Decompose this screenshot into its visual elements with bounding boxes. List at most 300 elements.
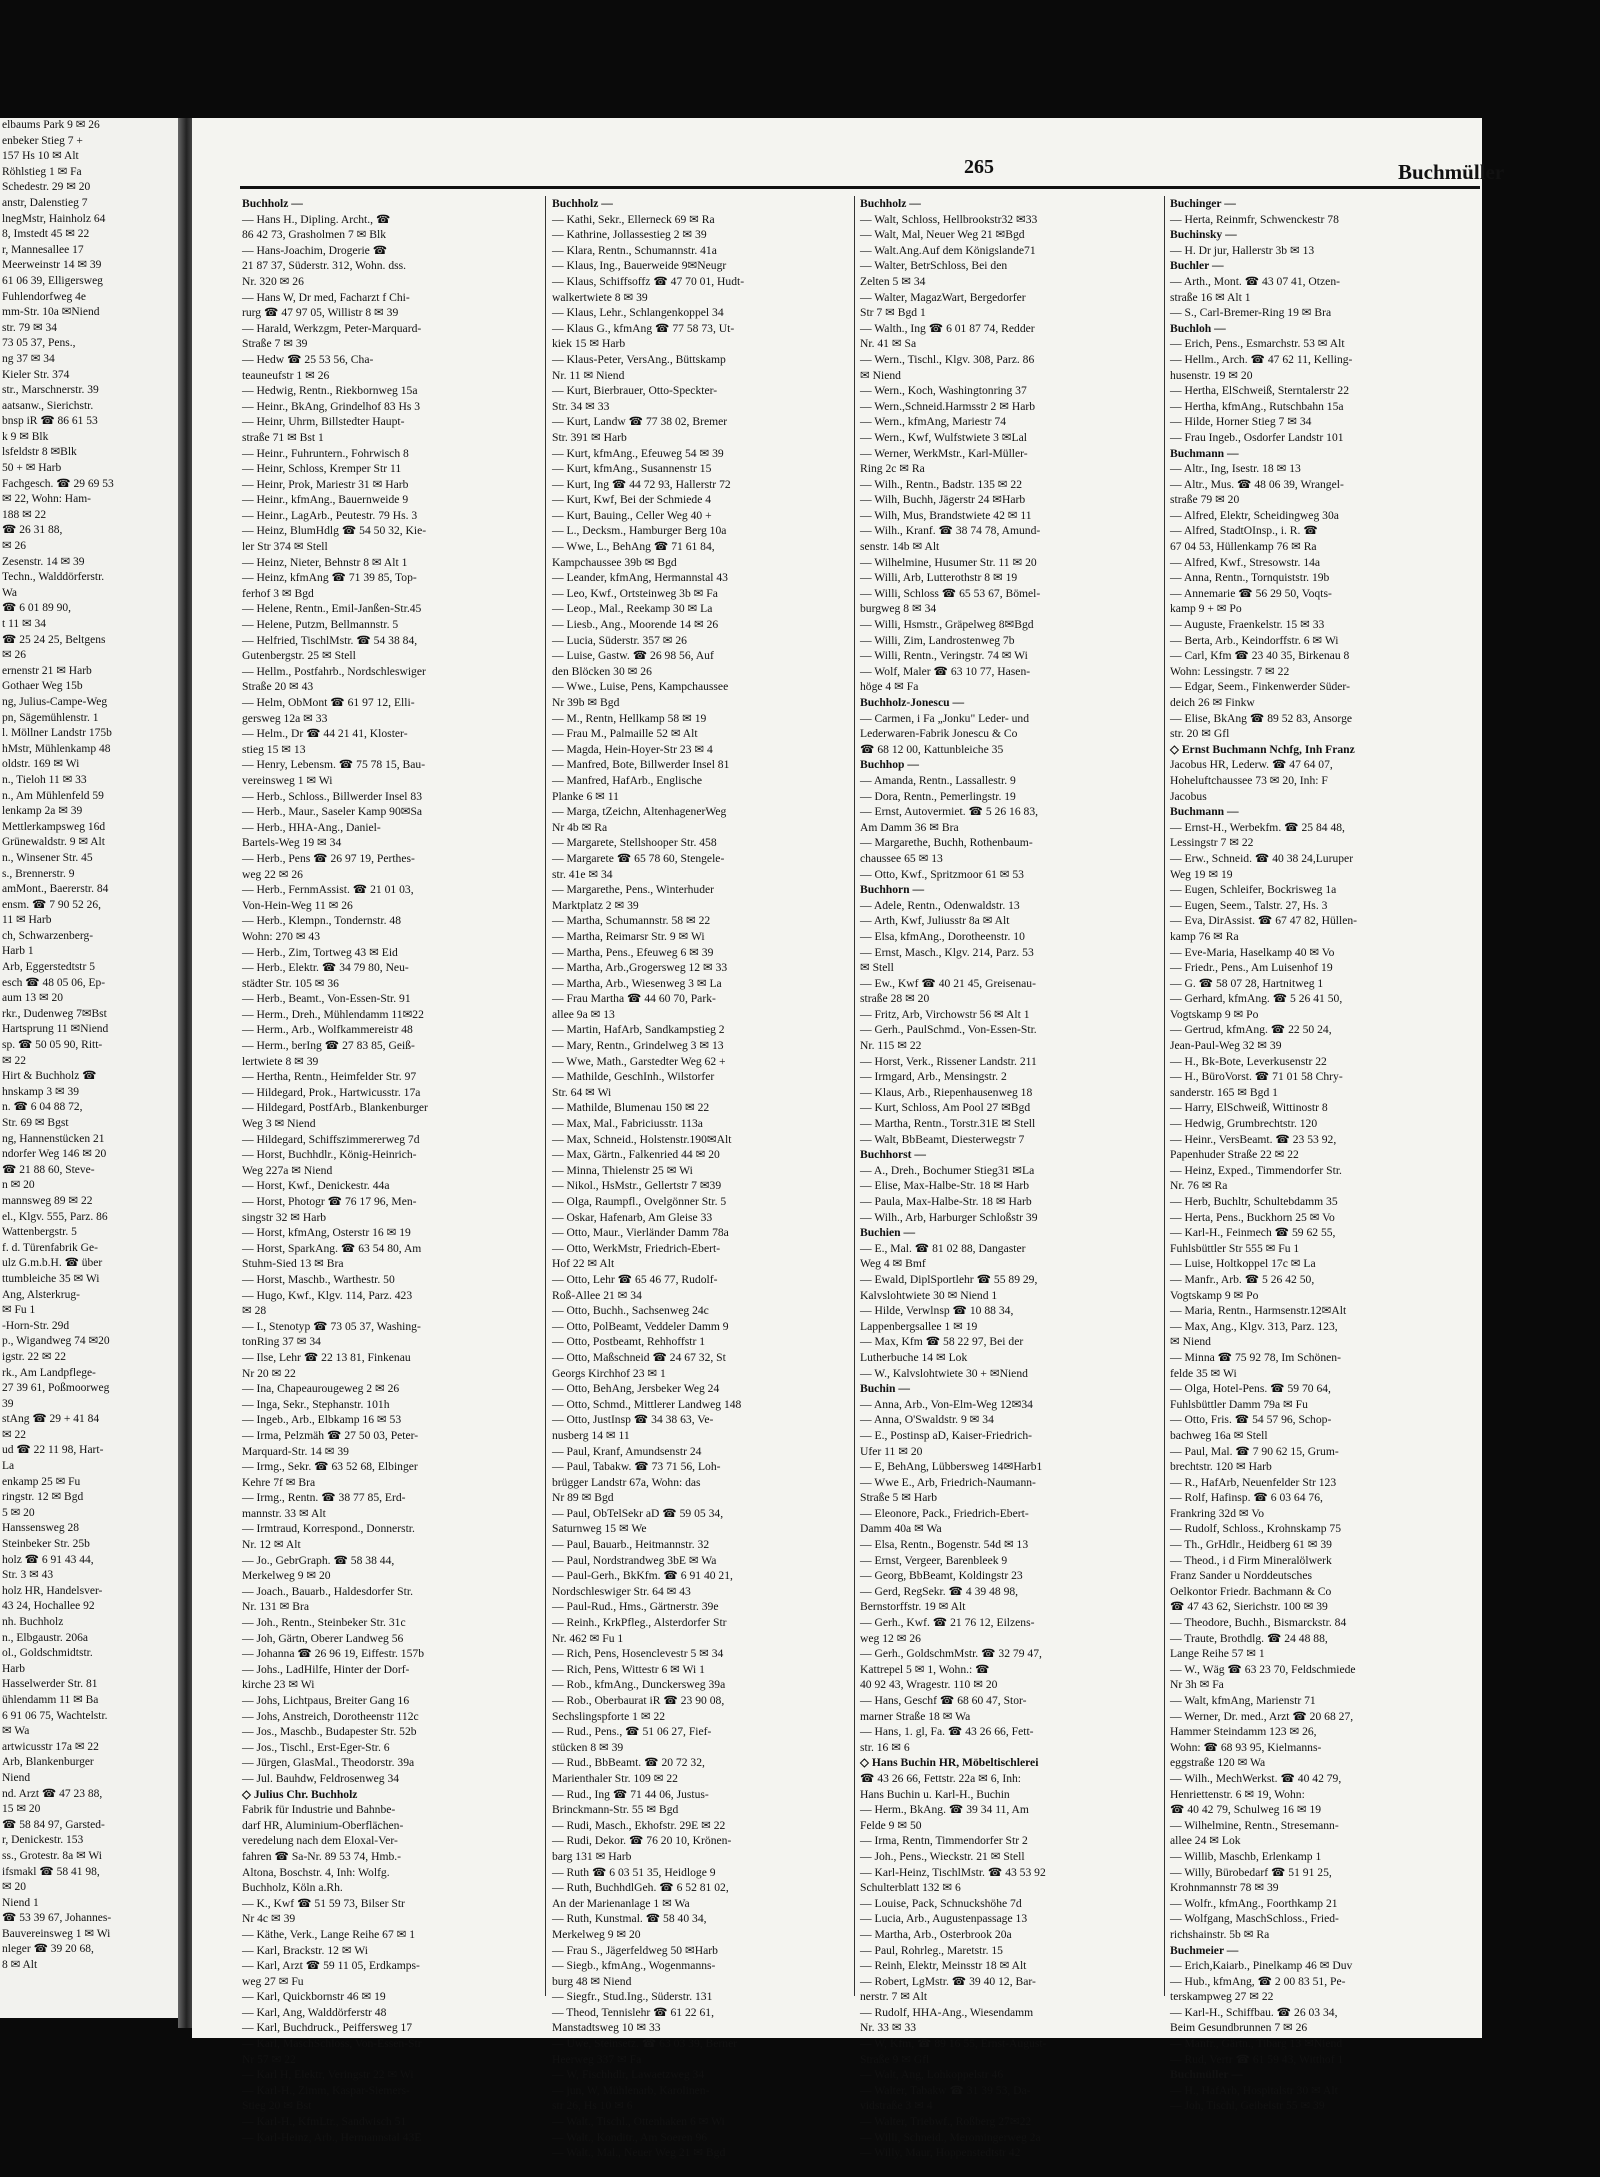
directory-entry-line: Nr 89 ✉ Bgd — [552, 1491, 614, 1505]
left-page-line: str., Marschnerstr. 39 — [2, 384, 99, 397]
directory-entry-line: bachweg 16a ✉ Stell — [1170, 1428, 1268, 1442]
directory-entry-line: — Wilhelmine, Husumer Str. 11 ✉ 20 — [860, 555, 1037, 569]
directory-entry-line: — Herb., Schloss., Billwerder Insel 83 — [242, 789, 422, 803]
directory-entry-line: Straße 9 ✉ Gfl — [860, 2052, 930, 2066]
directory-entry-line: — Herta, Reinmfr, Schwenckestr 78 — [1170, 212, 1339, 226]
directory-entry-line: — H., BüroVorst. ☎ 71 01 58 Chry- — [1170, 1070, 1343, 1084]
directory-entry-line: Nr 4c ✉ 39 — [242, 1912, 296, 1926]
directory-entry-line: — Kathrine, Jollassestieg 2 ✉ 39 — [552, 228, 707, 242]
directory-entry-line: — Minna, Thielenstr 25 ✉ Wi — [552, 1163, 693, 1177]
directory-entry-line: — W, Kfm, ☎ 89 16 55, Ernst-August- — [860, 2037, 1047, 2051]
directory-entry-line: — Willi, Zim, Landrostenweg 7b — [860, 633, 1015, 647]
left-page-line: rkr., Dudenweg 7✉Bst — [2, 1007, 107, 1020]
left-page-line: Schedestr. 29 ✉ 20 — [2, 181, 91, 194]
directory-entry-line: — Mary, Rentn., Grindelweg 3 ✉ 13 — [552, 1039, 724, 1053]
directory-entry-line: — Joh., Pens., Wieckstr. 21 ✉ Stell — [860, 1849, 1025, 1863]
directory-entry-line: — Kurt, Landw ☎ 77 38 02, Bremer — [552, 415, 728, 429]
directory-entry-line: — Heinr, Uhrm, Billstedter Haupt- — [242, 415, 405, 429]
left-page-line: aatsanw., Sierichstr. — [2, 399, 94, 412]
column-divider — [1164, 196, 1165, 1996]
header-rule — [240, 186, 1480, 189]
directory-entry-line: Buchmann — — [1170, 446, 1239, 460]
directory-entry-line: — Rud., BbBeamt. ☎ 20 72 32, — [552, 1756, 705, 1770]
directory-entry-line: — Jos., Maschb., Budapester Str. 52b — [242, 1725, 417, 1739]
running-head: Buchmüller — [1398, 160, 1505, 184]
left-page-line: 61 06 39, Elligersweg — [2, 274, 103, 287]
directory-entry-line: — Hellm., Arch. ☎ 47 62 11, Kelling- — [1170, 352, 1353, 366]
directory-entry-line: — Paul, Bauarb., Heitmannstr. 32 — [552, 1538, 710, 1552]
directory-entry-line: — Carmen, i Fa „Jonku" Leder- und — [860, 711, 1030, 725]
directory-entry-line: — Max, Kfm ☎ 58 22 97, Bei der — [860, 1335, 1024, 1349]
directory-entry-line: — Wilh, Mus, Brandstwiete 42 ✉ 11 — [860, 508, 1032, 522]
directory-entry-line: — Gerh., Kwf. ☎ 21 76 12, Eilzens- — [860, 1616, 1035, 1630]
directory-entry-line: — Hugo, Kwf., Klgv. 114, Parz. 423 — [242, 1288, 413, 1302]
directory-entry-line: nusberg 14 ✉ 11 — [552, 1428, 630, 1442]
column-4 — [1170, 196, 1460, 2113]
directory-entry-line: — Rolf, Hafinsp. ☎ 6 03 64 76, — [1170, 1491, 1323, 1505]
directory-entry-line: — Karl-Heinz, TischlMstr. ☎ 43 53 92 — [860, 1865, 1046, 1879]
directory-entry-line: — Walter, Triebwf., Roßberg 27✉22 — [860, 2115, 1032, 2129]
directory-entry-line: Jacobus — [1170, 789, 1207, 803]
directory-entry-line: — Herb., Maur., Saseler Kamp 90✉Sa — [242, 805, 423, 819]
directory-entry-line: brechtstr. 120 ✉ Harb — [1170, 1460, 1272, 1474]
directory-entry-line: — Wilh., Rentn., Badstr. 135 ✉ 22 — [860, 477, 1023, 491]
directory-entry-line: Straße 5 ✉ Harb — [860, 1491, 938, 1505]
directory-entry-line: — Ruth ☎ 6 03 51 35, Heidloge 9 — [552, 1865, 716, 1879]
left-page-line: 73 05 37, Pens., — [2, 337, 76, 350]
directory-entry-line: Am Damm 36 ✉ Bra — [860, 820, 959, 834]
directory-entry-line: Wohn: 270 ✉ 43 — [242, 929, 321, 943]
directory-entry-line: — Carl, Kfm ☎ 23 40 35, Birkenau 8 — [1170, 649, 1350, 663]
left-page-line: ☎ 53 39 67, Johannes- — [2, 1912, 112, 1925]
left-page-line: l. Möllner Landstr 175b — [2, 727, 112, 740]
directory-entry-line: höge 4 ✉ Fa — [860, 680, 919, 694]
directory-entry-line: — Kurt, Bauing., Celler Weg 40 + — [552, 508, 712, 522]
directory-entry-line: — Heinz, Nieter, Behnstr 8 ✉ Alt 1 — [242, 555, 408, 569]
directory-entry-line: — Ernst, Masch., Klgv. 214, Parz. 53 — [860, 945, 1034, 959]
left-page-line: lnegMstr, Hainholz 64 — [2, 212, 106, 225]
left-page-line: ✉ Fu 1 — [2, 1304, 36, 1317]
directory-entry-line: Kalvslohtwiete 30 ✉ Niend 1 — [860, 1288, 998, 1302]
directory-entry-line: Damm 40a ✉ Wa — [860, 1522, 942, 1536]
directory-entry-line: teauneufstr 1 ✉ 26 — [242, 368, 330, 382]
directory-entry-line: Krohnmannstr 78 ✉ 39 — [1170, 1881, 1279, 1895]
directory-entry-line: — Erich, Pens., Esmarchstr. 53 ✉ Alt — [1170, 337, 1345, 351]
directory-entry-line: — Inga, Sekr., Stephanstr. 101h — [242, 1397, 390, 1411]
directory-entry-line: Str. 391 ✉ Harb — [552, 430, 627, 444]
directory-entry-line: — Walt, Ang, Lohkoppelstr 46 — [860, 2068, 1004, 2082]
directory-entry-line: — Liesb., Ang., Moorende 14 ✉ 26 — [552, 618, 719, 632]
directory-entry-line: Buchholz — — [242, 197, 303, 210]
directory-entry-line: — Theodore, Buchh., Bismarckstr. 84 — [1170, 1616, 1347, 1630]
directory-entry-line: Felde 9 ✉ 50 — [860, 1818, 922, 1832]
directory-entry-line: — Elise, Max-Halbe-Str. 18 ✉ Harb — [860, 1179, 1030, 1193]
left-page-line: Gothaer Weg 15b — [2, 680, 83, 693]
directory-entry-line: — E, BehAng, Lübbersweg 14✉Harb1 — [860, 1460, 1043, 1474]
left-page-line: sp. ☎ 50 05 90, Ritt- — [2, 1039, 103, 1052]
directory-entry-line: Nr. 115 ✉ 22 — [860, 1039, 922, 1053]
left-page-line: ✉ 26 — [2, 649, 27, 662]
directory-entry-line: — Paul, Kranf, Amundsenstr 24 — [552, 1444, 702, 1458]
directory-entry-line: Lappenbergsallee 1 ✉ 19 — [860, 1319, 978, 1333]
directory-entry-line: — Paul-Gerh., BkKfm. ☎ 6 91 40 21, — [552, 1569, 733, 1583]
directory-entry-line: chaussee 65 ✉ 13 — [860, 851, 943, 865]
directory-entry-line: Jean-Paul-Weg 32 ✉ 39 — [1170, 1039, 1282, 1053]
directory-entry-line: Heerweg 337 ✉ Fa — [552, 2052, 642, 2066]
directory-entry-line: — Ewald, DiplSportlehr ☎ 55 89 29, — [860, 1272, 1038, 1286]
directory-entry-line: Nr 57 ✉ 22 — [242, 2052, 296, 2066]
left-page-line: holz HR, Handelsver- — [2, 1584, 103, 1597]
directory-entry-line: — Horst, kfmAng, Osterstr 16 ✉ 19 — [242, 1226, 411, 1240]
directory-entry-line: 40 92 43, Wragestr. 110 ✉ 20 — [860, 1678, 998, 1692]
directory-entry-line: den Blöcken 30 ✉ 26 — [552, 664, 652, 678]
directory-entry-line: — Klaus, Schiffsoffz ☎ 47 70 01, Hudt- — [552, 274, 745, 288]
directory-entry-line: Marktplatz 2 ✉ 39 — [552, 898, 639, 912]
directory-entry-line: — Magda, Hein-Hoyer-Str 23 ✉ 4 — [552, 742, 713, 756]
directory-entry-line: — Olga, Raumpfl., Ovelgönner Str. 5 — [552, 1195, 727, 1208]
directory-entry-line: — Herb., Beamt., Von-Essen-Str. 91 — [242, 992, 411, 1006]
directory-entry-line: barg 131 ✉ Harb — [552, 1849, 632, 1863]
directory-entry-line: — Elsa, Rentn., Bogenstr. 54d ✉ 13 — [860, 1538, 1029, 1552]
left-page-line: anstr, Dalenstieg 7 — [2, 196, 88, 209]
directory-entry-line: — Paula, Max-Halbe-Str. 18 ✉ Harb — [860, 1195, 1032, 1208]
directory-entry-line: — Dora, Rentn., Pemerlingstr. 19 — [860, 789, 1016, 803]
directory-entry-line: — Gertrud, kfmAng. ☎ 22 50 24, — [1170, 1023, 1332, 1037]
left-page-line: igstr. 22 ✉ 22 — [2, 1350, 66, 1363]
directory-entry-line: — Herb., Zim, Tortweg 43 ✉ Eid — [242, 945, 398, 959]
directory-entry-line: — Leop., Mal., Reekamp 30 ✉ La — [552, 602, 713, 616]
left-page-line: ☎ 21 88 60, Steve- — [2, 1163, 95, 1176]
directory-entry-line: Manstadtsweg 10 ✉ 33 — [552, 2021, 661, 2035]
directory-entry-line: 21 87 37, Süderstr. 312, Wohn. dss. — [242, 259, 407, 273]
directory-entry-line: kiek 15 ✉ Harb — [552, 337, 626, 351]
directory-entry-line: — Oskar, Hafenarb, Am Gleise 33 — [552, 1210, 713, 1224]
directory-entry-line: — Heinr., BkAng, Grindelhof 83 Hs 3 — [242, 399, 421, 413]
left-page-line: Steinbeker Str. 25b — [2, 1538, 90, 1551]
directory-entry-line: — Rob., kfmAng., Dunckersweg 39a — [552, 1678, 726, 1692]
directory-entry-line: — Karl, Ang, Walddörferstr 48 — [242, 2005, 387, 2019]
left-page-line: lsfeldstr 8 ✉Blk — [2, 446, 77, 459]
left-page-line: ng 37 ✉ 34 — [2, 352, 55, 365]
directory-entry-line: — Margarethe, Pens., Winterhuder — [552, 883, 715, 897]
directory-entry-line: ◇ Julius Chr. Buchholz — [242, 1787, 358, 1801]
directory-entry-line: — Arth., Mont. ☎ 43 07 41, Otzen- — [1170, 274, 1340, 288]
left-page-line: ✉ 22, Wohn: Ham- — [2, 493, 91, 506]
directory-entry-line: — Wern., Tischl., Klgv. 308, Parz. 86 — [860, 352, 1035, 366]
directory-entry-line: brügger Landstr 67a, Wohn: das — [552, 1475, 701, 1489]
directory-entry-line: Marquard-Str. 14 ✉ 39 — [242, 1444, 349, 1458]
directory-entry-line: — Reinh, Elektr, Meinsstr 18 ✉ Alt — [860, 1959, 1027, 1973]
directory-entry-line: — Olga, Hotel-Pens. ☎ 59 70 64, — [1170, 1382, 1331, 1396]
directory-entry-line: — Rich, Pens, Wittestr 6 ✉ Wi 1 — [552, 1662, 705, 1676]
directory-entry-line: — Otto, WerkMstr, Friedrich-Ebert- — [552, 1241, 721, 1255]
directory-entry-line: Zelten 5 ✉ 34 — [860, 274, 926, 288]
directory-entry-line: burgweg 8 ✉ 34 — [860, 602, 937, 616]
directory-entry-line: — Irmgard, Arb., Mensingstr. 2 — [860, 1070, 1007, 1084]
left-page-line: 8, Imstedt 45 ✉ 22 — [2, 228, 90, 241]
left-page-line: ringstr. 12 ✉ Bgd — [2, 1491, 84, 1504]
directory-entry-line: Buchholz-Jonescu — — [860, 696, 965, 709]
directory-entry-line: — Karl-H., Schiffbau. ☎ 26 03 34, — [1170, 2005, 1338, 2019]
directory-entry-line: Wohn: ☎ 68 93 95, Kielmanns- — [1170, 1740, 1322, 1754]
directory-entry-line: — Walth., Ing ☎ 6 01 87 74, Redder — [860, 321, 1035, 335]
directory-entry-line: — Horst, Photogr ☎ 76 17 96, Men- — [242, 1195, 417, 1208]
directory-entry-line: — Frau S., Jägerfeldweg 50 ✉Harb — [552, 1943, 718, 1957]
directory-entry-line: — Max, Gärtn., Falkenried 44 ✉ 20 — [552, 1148, 720, 1162]
directory-entry-line: — Harry, ElSchweiß, Wittinostr 8 — [1170, 1101, 1328, 1115]
directory-entry-line: — Jürgen, GlasMal., Theodorstr. 39a — [242, 1756, 415, 1770]
directory-entry-line: — Irmg., Sekr. ☎ 63 52 68, Elbinger — [242, 1460, 418, 1474]
directory-entry-line: — Wwe., Luise, Pens, Kampchaussee — [552, 680, 729, 694]
left-page-line: Niend 1 — [2, 1896, 39, 1909]
directory-entry-line: — Herm., berIng ☎ 27 83 85, Geiß- — [242, 1039, 415, 1053]
directory-entry-line: — Karl, Buchdruck., Peiffersweg 17 — [242, 2021, 413, 2035]
directory-entry-line: — Walter, BetrSchloss, Bei den — [860, 259, 1008, 273]
directory-entry-line: — Ruth, BuchhdlGeh. ☎ 6 52 81 02, — [552, 1881, 729, 1895]
directory-entry-line: ✉ Niend — [860, 368, 901, 382]
left-page-line: s., Brennerstr. 9 — [2, 867, 75, 880]
directory-entry-line: — Rudi, Masch., Ekhofstr. 29E ✉ 22 — [552, 1818, 726, 1832]
directory-entry-line: — Robert, LgMstr. ☎ 39 40 12, Bar- — [860, 1974, 1036, 1988]
directory-entry-line: — Werner, Dr. med., Arzt ☎ 20 68 27, — [1170, 1709, 1354, 1723]
directory-entry-line: — Klaus-Peter, VersAng., Büttskamp — [552, 352, 726, 366]
directory-entry-line: — Uwe, Steinsetz. ☎ 63 03 39, Berner — [552, 2037, 738, 2051]
directory-entry-line: Merkelweg 9 ✉ 20 — [242, 1569, 331, 1583]
directory-entry-line: Lutherbuche 14 ✉ Lok — [860, 1350, 968, 1364]
directory-entry-line: — Horst, Verk., Rissener Landstr. 211 — [860, 1054, 1037, 1068]
directory-entry-line: — Martha, Arb., Wiesenweg 3 ✉ La — [552, 976, 722, 990]
directory-entry-line: str. 16 ✉ 6 — [860, 1740, 910, 1754]
directory-entry-line: burg 48 ✉ Niend — [552, 1974, 632, 1988]
directory-entry-line: — Hans, Geschf ☎ 68 60 47, Stor- — [860, 1694, 1027, 1707]
directory-entry-line: — Henry, Lebensm. ☎ 75 78 15, Bau- — [242, 758, 426, 772]
left-page-line: bnsp iR ☎ 86 61 53 — [2, 415, 98, 428]
left-page-line: ud ☎ 22 11 98, Hart- — [2, 1444, 104, 1457]
directory-entry-line: Vogtskamp 9 ✉ Po — [1170, 1288, 1259, 1302]
directory-entry-line: stieg 15 ✉ 13 — [242, 742, 306, 756]
directory-entry-line: — Rud., Ing ☎ 71 44 06, Justus- — [552, 1787, 709, 1801]
directory-entry-line: Saturnweg 15 ✉ We — [552, 1522, 647, 1536]
directory-entry-line: — Margarete, Stellshooper Str. 458 — [552, 836, 717, 850]
directory-entry-line: — Hellm., Postfahrb., Nordschleswiger — [242, 664, 426, 678]
directory-entry-line: ✉ Stell — [860, 961, 894, 975]
directory-entry-line: — Heinr., VersBeamt. ☎ 23 53 92, — [1170, 1132, 1337, 1146]
left-page-line: Meerweinstr 14 ✉ 39 — [2, 259, 102, 272]
directory-entry-line: Buchmann — — [1170, 805, 1239, 819]
directory-entry-line: singstr 32 ✉ Harb — [242, 1210, 327, 1224]
directory-entry-line: Sechslingspforte 1 ✉ 22 — [552, 1709, 666, 1723]
directory-entry-line: — Heinr, Prok, Mariestr 31 ✉ Harb — [242, 477, 409, 491]
directory-entry-line: 67 04 53, Hüllenkamp 76 ✉ Ra — [1170, 540, 1317, 554]
directory-entry-line: — Walter, MagazWart, Bergedorfer — [860, 290, 1026, 304]
left-page-line: Hasselwerder Str. 81 — [2, 1678, 98, 1691]
directory-entry-line: Nr. 462 ✉ Fu 1 — [552, 1631, 624, 1645]
directory-entry-line: — Paul, Tabakw. ☎ 73 71 56, Loh- — [552, 1460, 721, 1474]
directory-entry-line: — Walt., Konditr., Am Soeren 96 — [552, 2130, 708, 2144]
directory-entry-line: — Hans-Joachim, Drogerie ☎ — [242, 243, 388, 257]
directory-entry-line: — Kurt, kfmAng., Efeuweg 54 ✉ 39 — [552, 446, 724, 460]
left-page-line: ng, Julius-Campe-Weg — [2, 695, 108, 708]
directory-entry-line: marner Straße 18 ✉ Wa — [860, 1709, 971, 1723]
directory-entry-line: straße 16 ✉ Alt 1 — [1170, 290, 1251, 304]
directory-entry-line: Gutenbergstr. 25 ✉ Stell — [242, 649, 356, 663]
directory-entry-line: Weg 19 ✉ 19 — [1170, 867, 1233, 881]
directory-entry-line: — Wilh., Arb, Harburger Schloßstr 39 — [860, 1210, 1038, 1224]
directory-entry-line: — Walt, kfmAng, Marienstr 71 — [1170, 1694, 1316, 1707]
directory-entry-line: lertwiete 8 ✉ 39 — [242, 1054, 319, 1068]
left-page-line: hMstr, Mühlenkamp 48 — [2, 742, 111, 755]
directory-entry-line: — Luise, Gastw. ☎ 26 98 56, Auf — [552, 649, 714, 663]
directory-entry-line: — Anna, Rentn., Tornquiststr. 19b — [1170, 571, 1330, 585]
directory-entry-line: — Käthe, Verk., Lange Reihe 67 ✉ 1 — [242, 1927, 416, 1941]
left-page-line: Zesenstr. 14 ✉ 39 — [2, 555, 85, 568]
left-page-line: lenkamp 2a ✉ 39 — [2, 805, 83, 818]
left-page-line: ch, Schwarzenberg- — [2, 929, 94, 942]
directory-entry-line: — Lucia, Arb., Augustenpassage 13 — [860, 1912, 1028, 1926]
directory-entry-line: — Helfried, TischlMstr. ☎ 54 38 84, — [242, 633, 418, 647]
directory-entry-line: Beim Gesundbrunnen 7 ✉ 26 — [1170, 2021, 1308, 2035]
directory-entry-line: — Willi, Rentn., Veringstr. 74 ✉ Wi — [860, 649, 1028, 663]
directory-entry-line: — Karl-H., Zimm, Kaspar-Siemers- — [242, 2083, 410, 2097]
directory-entry-line: Buchholz — — [860, 197, 921, 210]
left-page-line: Harb — [2, 1662, 25, 1675]
directory-entry-line: — Adele, Rentn., Odenwaldstr. 13 — [860, 898, 1020, 912]
left-page-line: Ang, Alsterkrug- — [2, 1288, 80, 1301]
directory-entry-line: ◇ Hans Buchin HR, Möbeltischlerei — [860, 1756, 1039, 1770]
left-page-line: Str. 3 ✉ 43 — [2, 1569, 54, 1582]
left-page-line: 6 91 06 75, Wachtelstr. — [2, 1709, 108, 1722]
directory-entry-line: — Berta, Arb., Keindorffstr. 6 ✉ Wi — [1170, 633, 1339, 647]
directory-entry-line: — Klaus, Arb., Riepenhausenweg 18 — [860, 1085, 1033, 1099]
directory-entry-line: ☎ 40 42 79, Schulweg 16 ✉ 19 — [1170, 1803, 1322, 1817]
directory-entry-line: — Paul, Nordstrandweg 3bE ✉ Wa — [552, 1553, 717, 1567]
directory-entry-line: — Willi, Hsmstr., Gräpelweg 8✉Bgd — [860, 618, 1034, 632]
directory-entry-line: — Herm., Arb., Wolfkammereistr 48 — [242, 1023, 413, 1037]
directory-entry-line: — Wilhelmine, Rentn., Stresemann- — [1170, 1818, 1339, 1832]
directory-entry-line: — Klara, Rentn., Schumannstr. 41a — [552, 243, 717, 257]
directory-entry-line: Nr. 11 ✉ Niend — [552, 368, 625, 382]
directory-entry-line: mannstr. 33 ✉ Alt — [242, 1506, 326, 1520]
directory-entry-line: — jun, W, Mühlenarb, Karolinen- — [552, 2083, 710, 2097]
directory-entry-line: — Walt, BbBeamt, Diesterwegstr 7 — [860, 1132, 1025, 1146]
directory-entry-line: — Hilde, Verwlnsp ☎ 10 88 34, — [860, 1304, 1014, 1318]
directory-entry-line: — Wilh, Buchh, Jägerstr 24 ✉Harb — [860, 493, 1026, 507]
directory-entry-line: — Heinr., kfmAng., Bauernweide 9 — [242, 493, 409, 507]
left-page-fragment — [0, 118, 180, 2018]
directory-entry-line: Bartels-Weg 19 ✉ 34 — [242, 836, 342, 850]
directory-entry-line: Buchhop — — [860, 758, 919, 772]
left-page-line: r, Mannesallee 17 — [2, 243, 84, 256]
directory-entry-line: — Klaus G., kfmAng ☎ 77 58 73, Ut- — [552, 321, 735, 335]
directory-entry-line: — Otto, Buchh., Sachsenweg 24c — [552, 1304, 709, 1318]
directory-entry-line: sanderstr. 165 ✉ Bgd 1 — [1170, 1085, 1278, 1099]
directory-entry-line: — Hildegard, Prok., Hartwicusstr. 17a — [242, 1085, 421, 1099]
directory-entry-line: — Karl-H., Feinmech ☎ 59 62 55, — [1170, 1226, 1336, 1240]
directory-entry-line: stücken 8 ✉ 39 — [552, 1740, 624, 1754]
directory-entry-line: — Wern., Kwf, Wulfstwiete 3 ✉Lal — [860, 430, 1027, 444]
left-page-line: rk., Am Landpflege- — [2, 1366, 96, 1379]
directory-entry-line: — Willy, Bürobedarf ☎ 51 91 25, — [1170, 1865, 1332, 1879]
directory-entry-line: — Hildegard, Schiffszimmererweg 7d — [242, 1132, 420, 1146]
directory-entry-line: Nordschleswiger Str. 64 ✉ 43 — [552, 1584, 691, 1598]
directory-entry-line: — Maria, Rentn., Harmsenstr.12✉Alt — [1170, 1304, 1347, 1318]
directory-entry-line: — Joh, Gärtn, Oberer Landweg 56 — [242, 1631, 404, 1645]
directory-entry-line: — Leo, Kwf., Ortsteinweg 3b ✉ Fa — [552, 586, 718, 600]
directory-entry-line: — S., Carl-Bremer-Ring 19 ✉ Bra — [1170, 306, 1332, 320]
directory-entry-line: — Kurt, kfmAng., Susannenstr 15 — [552, 462, 712, 476]
left-page-line: Str. 69 ✉ Bgst — [2, 1117, 69, 1129]
directory-entry-line: vereinsweg 1 ✉ Wi — [242, 773, 333, 787]
directory-entry-line: — Otto, Lehr ☎ 65 46 77, Rudolf- — [552, 1272, 718, 1286]
directory-entry-line: straße 28 ✉ 20 — [860, 992, 930, 1006]
left-page-line: Harb 1 — [2, 945, 34, 958]
directory-entry-line: — A., Dreh., Bochumer Stieg31 ✉La — [860, 1163, 1035, 1177]
directory-entry-line: Fabrik für Industrie und Bahnbe- — [242, 1803, 396, 1817]
left-page-line: ☎ 6 01 89 90, — [2, 602, 71, 615]
left-page-line: ng, Hannenstücken 21 — [2, 1132, 105, 1145]
directory-entry-line: — Wern.,Schneid.Harmsstr 2 ✉ Harb — [860, 399, 1036, 413]
directory-entry-line: — Hertha, ElSchweiß, Sterntalerstr 22 — [1170, 384, 1350, 398]
left-page-line: 50 + ✉ Harb — [2, 462, 62, 475]
directory-entry-line: kirche 23 ✉ Wi — [242, 1678, 315, 1692]
directory-entry-line: — Manfr., Arb. ☎ 5 26 42 50, — [1170, 1272, 1315, 1286]
directory-entry-line: — Anna, O'Swaldstr. 9 ✉ 34 — [860, 1413, 994, 1427]
directory-entry-line: Nr. 12 ✉ Alt — [242, 1538, 301, 1552]
directory-entry-line: — Walt., Mal., Neuer Weg 21 ✉ Bgd — [552, 2146, 726, 2160]
directory-entry-line: — Gerhard, kfmAng. ☎ 5 26 41 50, — [1170, 992, 1343, 1006]
directory-entry-line: — L., Decksm., Hamburger Berg 10a — [552, 524, 727, 538]
directory-entry-line: Bernstorffstr. 19 ✉ Alt — [860, 1600, 966, 1614]
left-page-line: ✉ 22 — [2, 1054, 27, 1067]
left-page-line: Wa — [2, 586, 18, 599]
directory-entry-line: Buchhorn — — [860, 883, 925, 897]
directory-entry-line: Franz Sander u Norddeutsches — [1170, 1569, 1312, 1583]
directory-entry-line: — Willib, Maschb, Erlenkamp 1 — [1170, 1849, 1322, 1863]
directory-entry-line: — Jo., GebrGraph. ☎ 58 38 44, — [242, 1553, 395, 1567]
directory-entry-line: — Kurt, Kwf, Bei der Schmiede 4 — [552, 493, 712, 507]
directory-entry-line: — Rud, Vertr ☎ 61 59 43, Witthof 1 — [1170, 2052, 1344, 2066]
directory-entry-line: Merkelweg 9 ✉ 20 — [552, 1927, 641, 1941]
left-page-line: ensm. ☎ 7 90 52 26, — [2, 898, 101, 911]
directory-entry-line: — Otto, Kwf., Spritzmoor 61 ✉ 53 — [860, 867, 1024, 881]
directory-entry-line: — Erw., Schneid. ☎ 40 38 24,Luruper — [1170, 851, 1354, 865]
left-page-line: enkamp 25 ✉ Fu — [2, 1475, 81, 1488]
left-page-line: Techn., Walddörferstr. — [2, 571, 105, 584]
directory-entry-line: str 26, Hs 10 ✉ 6 — [552, 2099, 633, 2113]
directory-entry-line: — Kurt, Schloss, Am Pool 27 ✉Bgd — [860, 1101, 1031, 1115]
directory-entry-line: — E., Postinsp aD, Kaiser-Friedrich- — [860, 1428, 1033, 1442]
directory-entry-line: — Heinr., LagArb., Peutestr. 79 Hs. 3 — [242, 508, 418, 522]
directory-entry-line: Altona, Boschstr. 4, Inh: Wolfg. — [242, 1865, 390, 1879]
directory-entry-line: An der Marienanlage 1 ✉ Wa — [552, 1896, 690, 1910]
directory-entry-line: vidstraße 3 ✉ 4 — [860, 2099, 933, 2113]
directory-entry-line: — Leander, kfmAng, Hermannstal 43 — [552, 571, 728, 585]
directory-entry-line: Buchler — — [1170, 259, 1224, 273]
left-page-line: 157 Hs 10 ✉ Alt — [2, 150, 79, 163]
directory-entry-line: — Luise, Holtkoppel 17c ✉ La — [1170, 1257, 1316, 1271]
directory-entry-line: — Irma, Pelzmäh ☎ 27 50 03, Peter- — [242, 1428, 419, 1442]
left-page-line: oldstr. 169 ✉ Wi — [2, 758, 80, 771]
directory-entry-line: — Heinr, Schloss, Kremper Str 11 — [242, 462, 402, 476]
directory-entry-line: Ufer 11 ✉ 20 — [860, 1444, 923, 1458]
directory-entry-line: — Eugen, Seem., Talstr. 27, Hs. 3 — [1170, 898, 1328, 912]
left-page-line: pn, Sägemühlenstr. 1 — [2, 711, 99, 724]
directory-entry-line: Planke 6 ✉ 11 — [552, 789, 619, 803]
directory-entry-line: — Herb., Pens ☎ 26 97 19, Perthes- — [242, 851, 415, 865]
directory-entry-line: deich 26 ✉ Finkw — [1170, 696, 1255, 709]
directory-entry-line: — Kurt, Bierbrauer, Otto-Speckter- — [552, 384, 718, 398]
left-page-line: ☎ 26 31 88, — [2, 524, 63, 537]
